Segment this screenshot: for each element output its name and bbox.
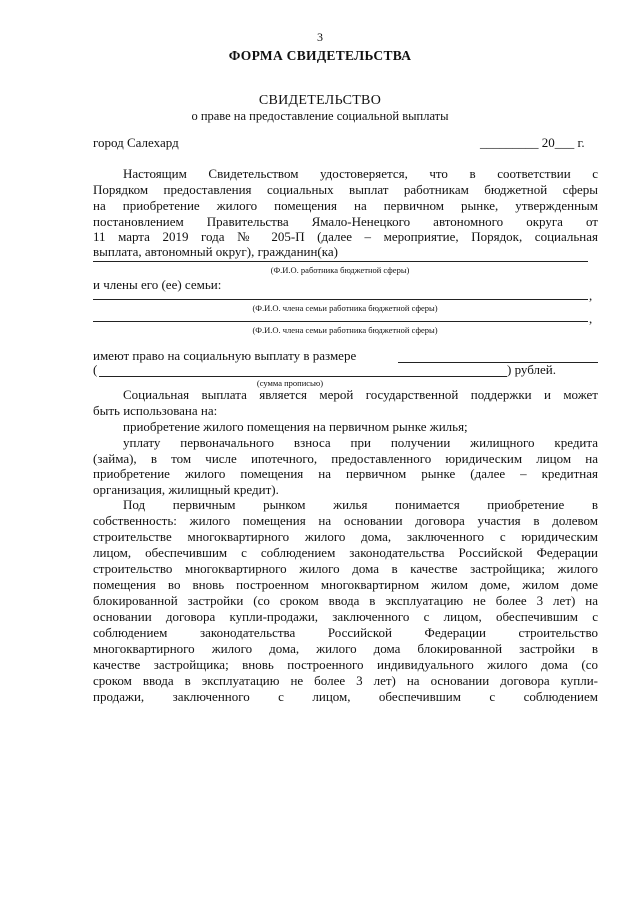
intro-line: Настоящим Свидетельством удостоверяется, что в соответствии с bbox=[123, 166, 598, 181]
intro-line: 11 марта 2019 года № 205-П (далее – мероприятие, Порядок, социальная bbox=[93, 229, 598, 244]
intro-line: постановлением Правительства Ямало-Ненецкого автономного округа от bbox=[93, 214, 598, 229]
primary-market-line: Под первичным рынком жилья понимается приобретение в bbox=[123, 497, 598, 512]
primary-market-line: соблюдением законодательства Российской Федерации строительство bbox=[93, 625, 598, 640]
worker-name-line bbox=[93, 261, 588, 262]
sum-open-paren: ( bbox=[93, 362, 98, 377]
primary-market-line: сроком ввода в эксплуатацию не более 3 лет) на основании договора купли- bbox=[93, 673, 598, 688]
use-line: быть использована на: bbox=[93, 403, 218, 418]
city-label: город Салехард bbox=[93, 135, 179, 150]
family-member-caption: (Ф.И.О. члена семьи работника бюджетной сферы) bbox=[252, 303, 438, 313]
worker-name-caption: (Ф.И.О. работника бюджетной сферы) bbox=[270, 265, 410, 275]
item-primary-purchase: приобретение жилого помещения на первичном рынке жилья; bbox=[123, 419, 468, 434]
use-line: Социальная выплата является мерой государственной поддержки и может bbox=[123, 387, 598, 402]
sum-caption: (сумма прописью) bbox=[256, 378, 324, 388]
item-down-payment-line: приобретение жилого помещения на первичном рынке (далее – кредитная bbox=[93, 466, 598, 481]
comma: , bbox=[589, 311, 593, 326]
family-label: и члены его (ее) семьи: bbox=[93, 277, 222, 292]
sum-words-line bbox=[99, 376, 507, 377]
family-member-line bbox=[93, 321, 588, 322]
primary-market-line: строительстве многоквартирного жилого дома, заключенного с юридическим bbox=[93, 529, 598, 544]
item-down-payment-line: уплату первоначального взноса при получении жилищного кредита bbox=[123, 435, 598, 450]
intro-line: Порядком предоставления социальных выплат работникам бюджетной сферы bbox=[93, 182, 598, 197]
family-member-caption: (Ф.И.О. члена семьи работника бюджетной сферы) bbox=[252, 325, 438, 335]
primary-market-line: качестве застройщика; вновь построенного индивидуального жилого дома (со bbox=[93, 657, 598, 672]
intro-line: на приобретение жилого помещения на первичном рынке, утвержденным bbox=[93, 198, 598, 213]
certificate-title: СВИДЕТЕЛЬСТВО bbox=[258, 93, 382, 108]
family-member-line bbox=[93, 299, 588, 300]
primary-market-line: блокированной застройки (со сроком ввода в эксплуатацию не более 3 лет) на bbox=[93, 593, 598, 608]
primary-market-line: продажи, заключенного с лицом, обеспечившим с соблюдением bbox=[93, 689, 598, 704]
primary-market-line: помещения во вновь построенном многоквартирном жилом доме, жилом доме bbox=[93, 577, 598, 592]
item-down-payment-line: (займа), в том числе ипотечного, предоставленного юридическим лицом на bbox=[93, 451, 598, 466]
primary-market-line: основании договора купли-продажи, заключенного с лицом, обеспечившим с bbox=[93, 609, 598, 624]
comma: , bbox=[589, 288, 593, 303]
date-field: _________ 20___ г. bbox=[480, 135, 585, 150]
payment-amount-line bbox=[398, 362, 598, 363]
primary-market-line: многоквартирного жилого дома, жилого дома блокированной застройки в bbox=[93, 641, 598, 656]
item-down-payment-line: организация, жилищный кредит). bbox=[93, 482, 279, 497]
primary-market-line: строительство многоквартирного жилого дома в качестве застройщика; жилого bbox=[93, 561, 598, 576]
payment-right-text: имеют право на социальную выплату в размере bbox=[93, 348, 357, 363]
intro-line: выплата, автономный округ), гражданин(ка) bbox=[93, 244, 338, 259]
page-number: 3 bbox=[317, 30, 323, 44]
certificate-subtitle: о праве на предоставление социальной выплаты bbox=[191, 109, 449, 123]
primary-market-line: лицом, обеспечившим с соблюдением законодательства Российской Федерации bbox=[93, 545, 598, 560]
form-title: ФОРМА СВИДЕТЕЛЬСТВА bbox=[228, 48, 412, 63]
sum-close-text: ) рублей. bbox=[507, 362, 556, 377]
primary-market-line: собственность: жилого помещения на основании договора участия в долевом bbox=[93, 513, 598, 528]
